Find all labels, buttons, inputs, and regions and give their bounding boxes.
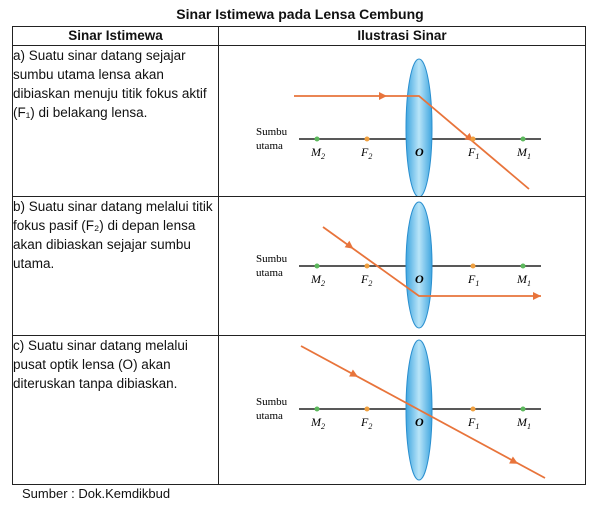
label-f1: $F_1$ <box>468 415 480 431</box>
point-m1-dot <box>521 137 526 142</box>
label-m2: $M_2$ <box>311 145 325 161</box>
label-m1: $M_1$ <box>517 272 531 288</box>
label-f2: $F_2$ <box>361 272 373 288</box>
label-o: O <box>415 145 424 159</box>
axis-label-line1: Sumbu <box>256 253 288 265</box>
diagram-a <box>219 46 585 196</box>
source-caption: Sumber : Dok.Kemdikbud <box>22 486 171 501</box>
header-row <box>13 27 586 46</box>
point-f2-dot <box>365 137 370 142</box>
header-ilustrasi-sinar: Ilustrasi Sinar <box>219 27 586 46</box>
point-m1-dot <box>521 407 526 412</box>
convex-lens <box>406 59 432 196</box>
label-f2: $F_2$ <box>361 415 373 431</box>
special-rays-table <box>12 26 586 485</box>
point-m2-dot <box>315 264 320 269</box>
point-f2-dot <box>365 264 370 269</box>
point-m2-dot <box>315 137 320 142</box>
table-row <box>13 46 586 197</box>
axis-label-line2: utama <box>256 267 283 279</box>
convex-lens <box>406 202 432 328</box>
label-m1: $M_1$ <box>517 415 531 431</box>
point-f2-dot <box>365 407 370 412</box>
ray-arrow-icon <box>379 92 387 100</box>
label-f1: $F_1$ <box>468 272 480 288</box>
table-title: Sinar Istimewa pada Lensa Cembung <box>176 6 424 22</box>
label-m2: $M_2$ <box>311 272 325 288</box>
label-m2: $M_2$ <box>311 415 325 431</box>
axis-label-line1: Sumbu <box>256 126 288 138</box>
point-f1-dot <box>471 137 476 142</box>
label-f1: $F_1$ <box>468 145 480 161</box>
point-m1-dot <box>521 264 526 269</box>
point-f1-dot <box>471 264 476 269</box>
label-f2: $F_2$ <box>361 145 373 161</box>
point-m2-dot <box>315 407 320 412</box>
diagram-c <box>219 336 585 484</box>
axis-label-line2: utama <box>256 140 283 152</box>
axis-label-line2: utama <box>256 410 283 422</box>
row-a-illustration <box>219 46 586 197</box>
row-c-illustration <box>219 336 586 485</box>
axis-label-line1: Sumbu <box>256 396 288 408</box>
label-o: O <box>415 272 424 286</box>
table-row <box>13 336 586 485</box>
ray-arrow-icon <box>349 369 360 380</box>
row-c-description: c) Suatu sinar datang melalui pusat optik lensa (O) akan diteruskan tanpa dibiaskan. <box>13 336 219 485</box>
row-b-illustration <box>219 197 586 336</box>
point-f1-dot <box>471 407 476 412</box>
ray-arrow-icon <box>509 456 520 467</box>
table-row <box>13 197 586 336</box>
ray-arrow-icon <box>533 292 541 300</box>
label-o: O <box>415 415 424 429</box>
label-m1: $M_1$ <box>517 145 531 161</box>
header-sinar-istimewa: Sinar Istimewa <box>13 27 219 46</box>
row-b-description: b) Suatu sinar datang melalui titik fokus pasif (F₂) di depan lensa akan dibiaskan sejajar sumbu utama. <box>13 197 219 336</box>
diagram-b <box>219 197 585 335</box>
row-a-description: a) Suatu sinar datang sejajar sumbu utama lensa akan dibiaskan menuju titik fokus aktif (F₁) di belakang lensa. <box>13 46 219 197</box>
